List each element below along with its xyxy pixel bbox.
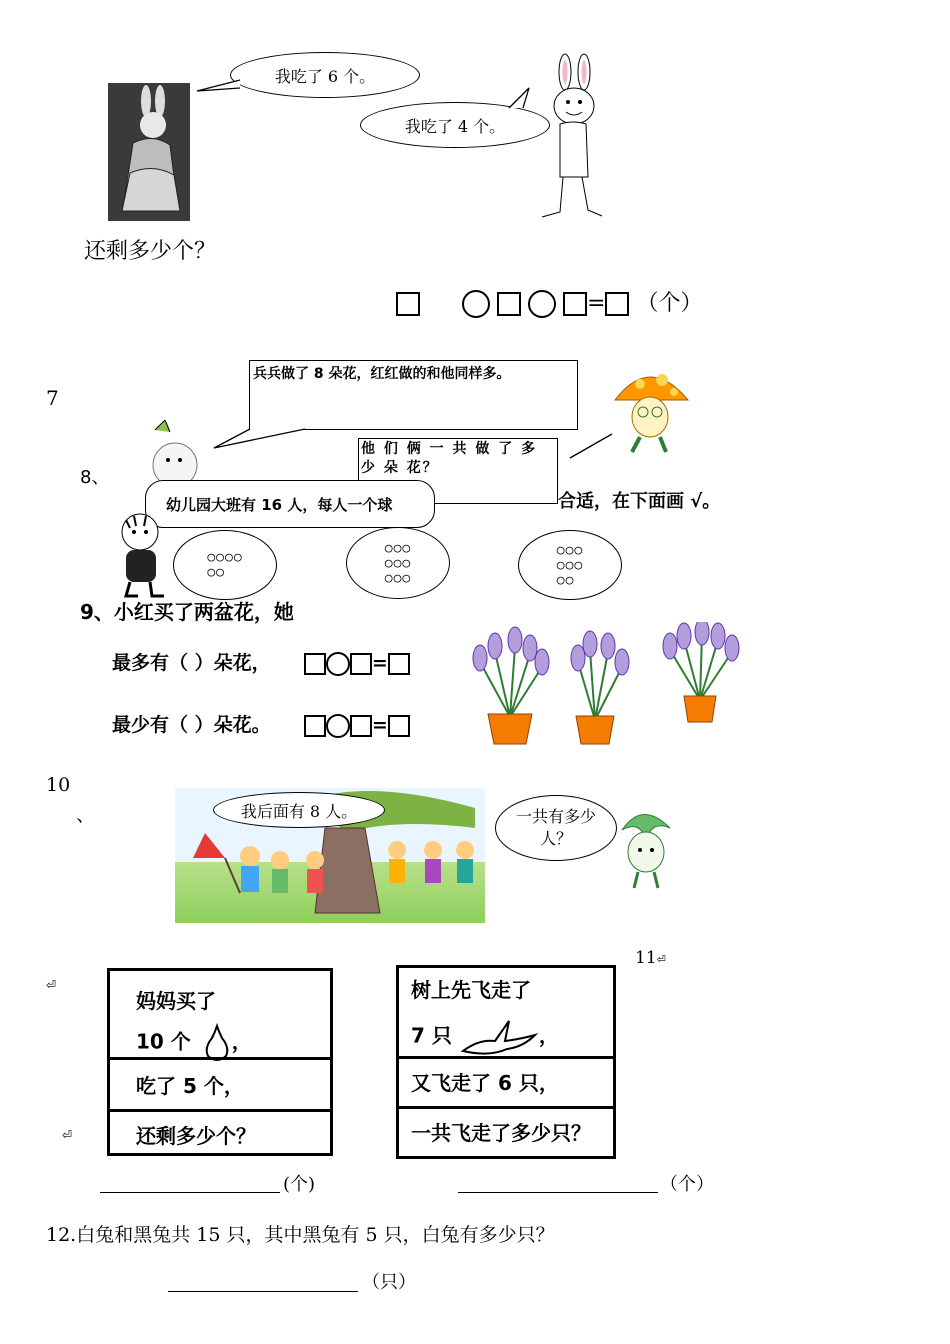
bubble-text: 我吃了 6 个。 (274, 66, 376, 86)
unit-right: （个） (660, 1174, 714, 1195)
q8-tail-text: 合适，在下面画 √。 (558, 491, 721, 512)
dots-row: ○○○ (384, 570, 412, 586)
operator-circle[interactable] (326, 652, 350, 676)
box-line: 一共飞走了多少只？ (411, 1121, 591, 1145)
answer-box[interactable] (304, 715, 326, 737)
box-line: 吃了 5 个， (136, 1074, 244, 1098)
dots-row: ○○ (556, 572, 575, 588)
return-mark: ⏎ (62, 1128, 73, 1142)
mother-rabbit-image (108, 83, 190, 221)
choice-bubble-1[interactable] (173, 530, 277, 600)
dots-row: ○○○ (556, 557, 584, 573)
dots-row: ○○○ (384, 540, 412, 556)
answer-box[interactable] (563, 292, 587, 316)
number-text: 11 (635, 948, 657, 968)
q7-speech-box (249, 360, 578, 430)
q7-number: 7 (46, 386, 59, 410)
question-text: 他 们 俩 一 共 做 了 多 少 朵 花？ (361, 441, 538, 476)
answer-box[interactable] (350, 715, 372, 737)
mushroom-character (610, 362, 690, 457)
answer-box[interactable] (388, 715, 410, 737)
choice-bubble-2[interactable] (346, 527, 450, 599)
answer-box[interactable] (304, 653, 326, 675)
operator-circle[interactable] (462, 290, 490, 318)
pointer-line (568, 430, 618, 460)
q8-speech-bubble (145, 480, 435, 528)
answer-box[interactable] (497, 292, 521, 316)
comma: ， (231, 1029, 252, 1054)
box-line: 又飞走了 6 只， (411, 1071, 559, 1095)
dots-row: ○○○ (556, 542, 584, 558)
speech-tail (210, 428, 310, 452)
answer-line-left[interactable] (100, 1192, 280, 1193)
speech-text: 幼儿园大班有 16 人，每人一个球 (166, 495, 393, 514)
equals-sign: = (371, 652, 388, 674)
box-line: 还剩多少个？ (136, 1124, 256, 1148)
q6-equation (396, 286, 702, 318)
unit-left: (个) (283, 1174, 316, 1195)
box-line: 树上先飞走了 (411, 978, 531, 1002)
answer-box[interactable] (350, 653, 372, 675)
q11-right-box (396, 965, 616, 1159)
answer-line[interactable] (168, 1291, 358, 1292)
q9-most-row (112, 648, 410, 676)
q11-number (635, 948, 666, 968)
box-line: 7 只 (411, 1023, 452, 1048)
scene-speech-bubble (213, 792, 385, 828)
equals-sign: = (371, 714, 388, 736)
box-line: 10 个 (136, 1029, 191, 1054)
flower-pot-3 (663, 622, 739, 722)
equals-sign: = (587, 291, 606, 316)
flower-pots-image (460, 622, 740, 746)
dots-row: ○○○○ (207, 550, 243, 565)
q10-question-bubble (495, 795, 617, 861)
bird-icon (459, 1017, 539, 1057)
q11-left-box (107, 968, 333, 1156)
bubble-text: 我吃了 4 个。 (404, 116, 506, 136)
q6-question: 还剩多少个？ (84, 239, 217, 264)
return-mark: ⏎ (656, 953, 666, 966)
speech-text: 一共有多少人？ (516, 807, 597, 848)
return-mark: ⏎ (46, 978, 57, 992)
cabbage-character (612, 800, 680, 890)
speech-bubble-6 (230, 52, 420, 98)
answer-box[interactable] (388, 653, 410, 675)
q12-question: 12.白兔和黑兔共 15 只，其中黑兔有 5 只，白兔有多少只？ (46, 1224, 555, 1246)
comma: ， (538, 1023, 559, 1048)
operator-circle[interactable] (326, 714, 350, 738)
unit-label: （个） (636, 291, 703, 316)
choice-bubble-3[interactable] (518, 530, 622, 600)
q8-number: 8、 (80, 467, 110, 488)
least-label: 最少有（ ）朵花。 (112, 714, 271, 736)
answer-box[interactable] (605, 292, 629, 316)
q9-title: 9、小红买了两盆花，她 (80, 600, 294, 624)
most-label: 最多有（ ）朵花， (112, 652, 271, 674)
white-rabbit-image (530, 52, 610, 222)
dots-row: ○○○ (384, 555, 412, 571)
q10-separator: 、 (76, 804, 96, 826)
answer-box[interactable] (396, 292, 420, 316)
tiger-character (112, 510, 170, 600)
q12-unit: （只） (362, 1272, 416, 1293)
q10-number: 10 (46, 774, 71, 796)
bubble-tail (195, 76, 245, 96)
operator-circle[interactable] (528, 290, 556, 318)
speech-text: 我后面有 8 人。 (240, 801, 358, 821)
flower-pot-2 (571, 631, 629, 744)
box-line: 妈妈买了 (136, 989, 216, 1013)
speech-text: 兵兵做了 8 朵花，红红做的和他同样多。 (253, 366, 511, 382)
q9-least-row (112, 710, 410, 738)
q10-scene-image (175, 788, 485, 923)
dots-row: ○○ (207, 565, 225, 580)
flower-pot-1 (473, 627, 549, 744)
answer-line-right[interactable] (458, 1192, 658, 1193)
